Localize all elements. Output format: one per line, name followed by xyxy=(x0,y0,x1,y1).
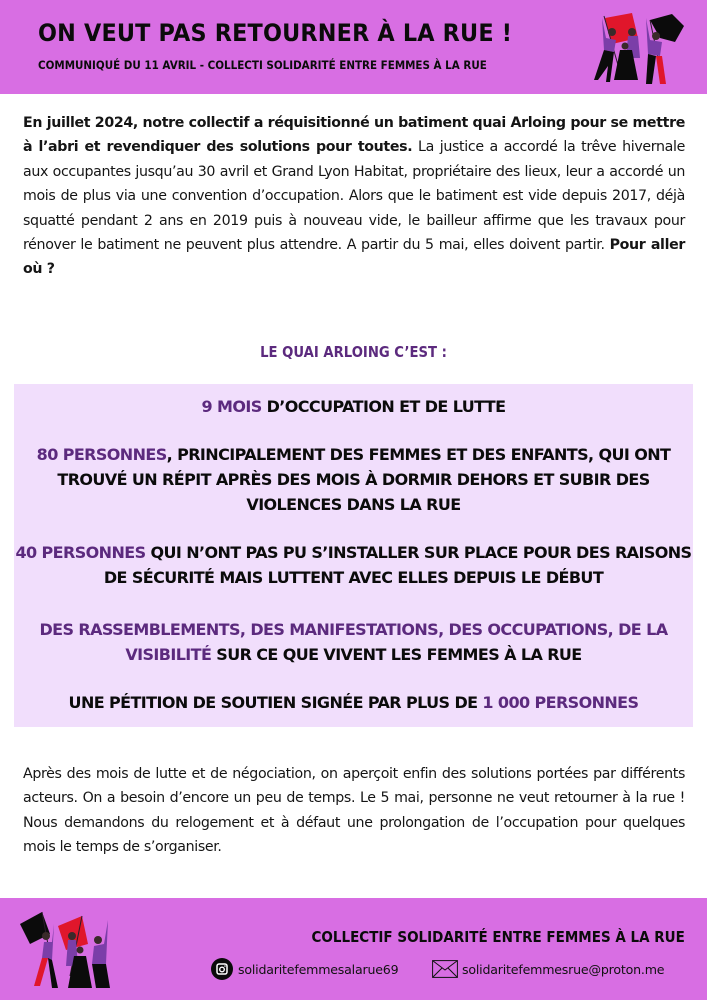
page-subtitle: COMMUNIQUÉ DU 11 AVRIL - COLLECTI SOLIDARITÉ ENTRE FEMMES À LA RUE xyxy=(38,58,487,72)
footer-banner xyxy=(0,898,707,1000)
fact-item xyxy=(14,394,693,419)
fact-highlight: 80 PERSONNES xyxy=(36,445,167,464)
intro-question: Pour aller où ? xyxy=(23,237,686,278)
mail-icon xyxy=(432,960,458,978)
page-title: ON VEUT PAS RETOURNER À LA RUE ! xyxy=(38,19,513,47)
intro-paragraph xyxy=(23,111,685,282)
fact-text: SUR CE QUE VIVENT LES FEMMES À LA RUE xyxy=(211,645,582,664)
instagram-icon xyxy=(211,958,233,980)
fact-text: UNE PÉTITION DE SOUTIEN SIGNÉE PAR PLUS DE xyxy=(68,693,483,712)
fact-text: , PRINCIPALEMENT DES FEMMES ET DES ENFANTS, QUI ONT TROUVÉ UN RÉPIT APRÈS DES MOIS À DORMIR DEHORS ET SUBIR DES VIOLENCES DANS LA RUE xyxy=(57,445,671,514)
outro-paragraph: Après des mois de lutte et de négociation, on aperçoit enfin des solutions portées par différents acteurs. On a besoin d’encore un peu de temps. Le 5 mai, personne ne veut retourner à la rue ! Nous demandons du relogement et à défaut une prolongation de l’occupation pour quelques mois le temps de s’organiser. xyxy=(23,766,685,856)
fact-text: QUI N’ONT PAS PU S’INSTALLER SUR PLACE POUR DES RAISONS DE SÉCURITÉ MAIS LUTTENT AVEC ELLES DEPUIS LE DÉBUT xyxy=(103,543,692,587)
email-contact[interactable] xyxy=(432,957,664,981)
protest-illustration-icon xyxy=(16,906,120,990)
fact-highlight: 1 000 PERSONNES xyxy=(482,693,639,712)
organization-name: COLLECTIF SOLIDARITÉ ENTRE FEMMES À LA RUE xyxy=(311,928,685,946)
facts-box xyxy=(14,384,693,727)
header-banner xyxy=(0,0,707,94)
fact-text: D’OCCUPATION ET DE LUTTE xyxy=(261,397,506,416)
instagram-contact[interactable] xyxy=(211,957,398,981)
fact-item xyxy=(14,540,693,590)
intro-body: La justice a accordé la trêve hivernale aux occupantes jusqu’au 30 avril et Grand Lyon Habitat, propriétaire des lieux, leur a accordé un mois de plus via une convention d’occupation. Alors que le batiment est vide depuis 2017, déjà squatté pendant 2 ans en 2019 puis à nouveau vide, le bailleur affirme que les travaux pour rénover le batiment ne peuvent plus attendre. A partir du 5 mai, elles doivent partir. xyxy=(23,139,685,254)
fact-highlight: 9 MOIS xyxy=(201,397,262,416)
protest-illustration-icon xyxy=(580,10,685,88)
fact-item xyxy=(14,690,693,715)
intro-bold-lead: En juillet 2024, notre collectif a réquisitionné un batiment quai Arloing pour se mettre à l’abri et revendiquer des solutions pour toutes. xyxy=(23,115,685,156)
instagram-handle[interactable]: solidaritefemmesalarue69 xyxy=(238,961,399,977)
email-address[interactable]: solidaritefemmesrue@proton.me xyxy=(462,961,665,977)
facts-heading: LE QUAI ARLOING C’EST : xyxy=(260,343,447,361)
fact-highlight: 40 PERSONNES xyxy=(15,543,146,562)
fact-highlight: DES RASSEMBLEMENTS, DES MANIFESTATIONS, DES OCCUPATIONS, DE LA VISIBILITÉ xyxy=(39,620,668,664)
fact-item xyxy=(14,617,693,667)
fact-item xyxy=(14,442,693,517)
